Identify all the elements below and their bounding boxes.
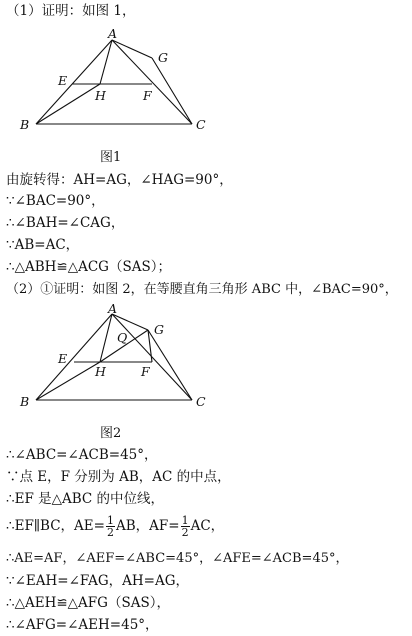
fig2-label-G: G	[154, 322, 164, 337]
figure-2	[0, 304, 412, 422]
fraction-one-half-2: $\frac{1}{2}$	[181, 514, 189, 539]
fig2-label-B: B	[20, 394, 30, 409]
fig1-label-F: F	[143, 88, 152, 103]
fig2-label-C: C	[196, 394, 206, 409]
proof2-line-5: ∴AE=AF，∠AEF=∠ABC=45°，∠AFE=∠ACB=45°，	[6, 551, 349, 566]
fig1-label-E: E	[58, 73, 68, 88]
fig1-label-B: B	[20, 117, 30, 132]
proof2-line-1: ∴∠ABC=∠ACB=45°，	[6, 447, 158, 463]
proof1-line-1: 由旋转得：AH=AG，∠HAG=90°，	[6, 172, 233, 188]
fig2-label-E: E	[58, 351, 68, 366]
proof1-line-5: ∴△ABH≌△ACG（SAS）；	[6, 259, 171, 275]
proof2-line-6: ∵∠EAH=∠FAG，AH=AG，	[6, 573, 189, 589]
proof2-line-8: ∴∠AFG=∠AEH=45°，	[6, 617, 159, 633]
fig2-label-H: H	[95, 364, 106, 379]
proof2-line-4-part-b: AB，AF=	[115, 518, 180, 534]
proof1-line-2: ∵∠BAC=90°，	[6, 193, 105, 209]
proof2-line-4-part-a: ∴EF∥BC，AE=	[6, 518, 105, 534]
proof2-line-3: ∴EF 是△ABC 的中位线，	[6, 491, 165, 507]
fig2-label-A: A	[108, 304, 118, 316]
fig1-label-G: G	[158, 50, 168, 65]
proof2-line-4	[6, 514, 224, 538]
part2-heading: （2）①证明：如图 2，在等腰直角三角形 ABC 中，∠BAC=90°，	[6, 282, 398, 297]
figure-2-caption: 图2	[100, 426, 122, 441]
proof1-line-4: ∵AB=AC，	[6, 237, 80, 253]
proof2-line-7: ∴△AEH≌△AFG（SAS），	[6, 595, 170, 611]
fig1-label-A: A	[108, 26, 118, 41]
proof1-line-3: ∴∠BAH=∠CAG，	[6, 215, 125, 231]
fig1-label-H: H	[95, 88, 106, 103]
fig2-label-Q: Q	[117, 330, 128, 345]
fraction-one-half-1: $\frac{1}{2}$	[106, 514, 114, 539]
fig1-label-C: C	[196, 117, 206, 132]
fig2-label-F: F	[141, 364, 150, 379]
proof2-line-4-part-c: AC，	[190, 518, 225, 534]
part1-heading: （1）证明：如图 1，	[6, 3, 136, 19]
figure-1	[0, 22, 412, 162]
proof2-line-2: ∵点 E，F 分别为 AB，AC 的中点，	[6, 469, 231, 485]
figure-1-caption: 图1	[100, 150, 122, 165]
